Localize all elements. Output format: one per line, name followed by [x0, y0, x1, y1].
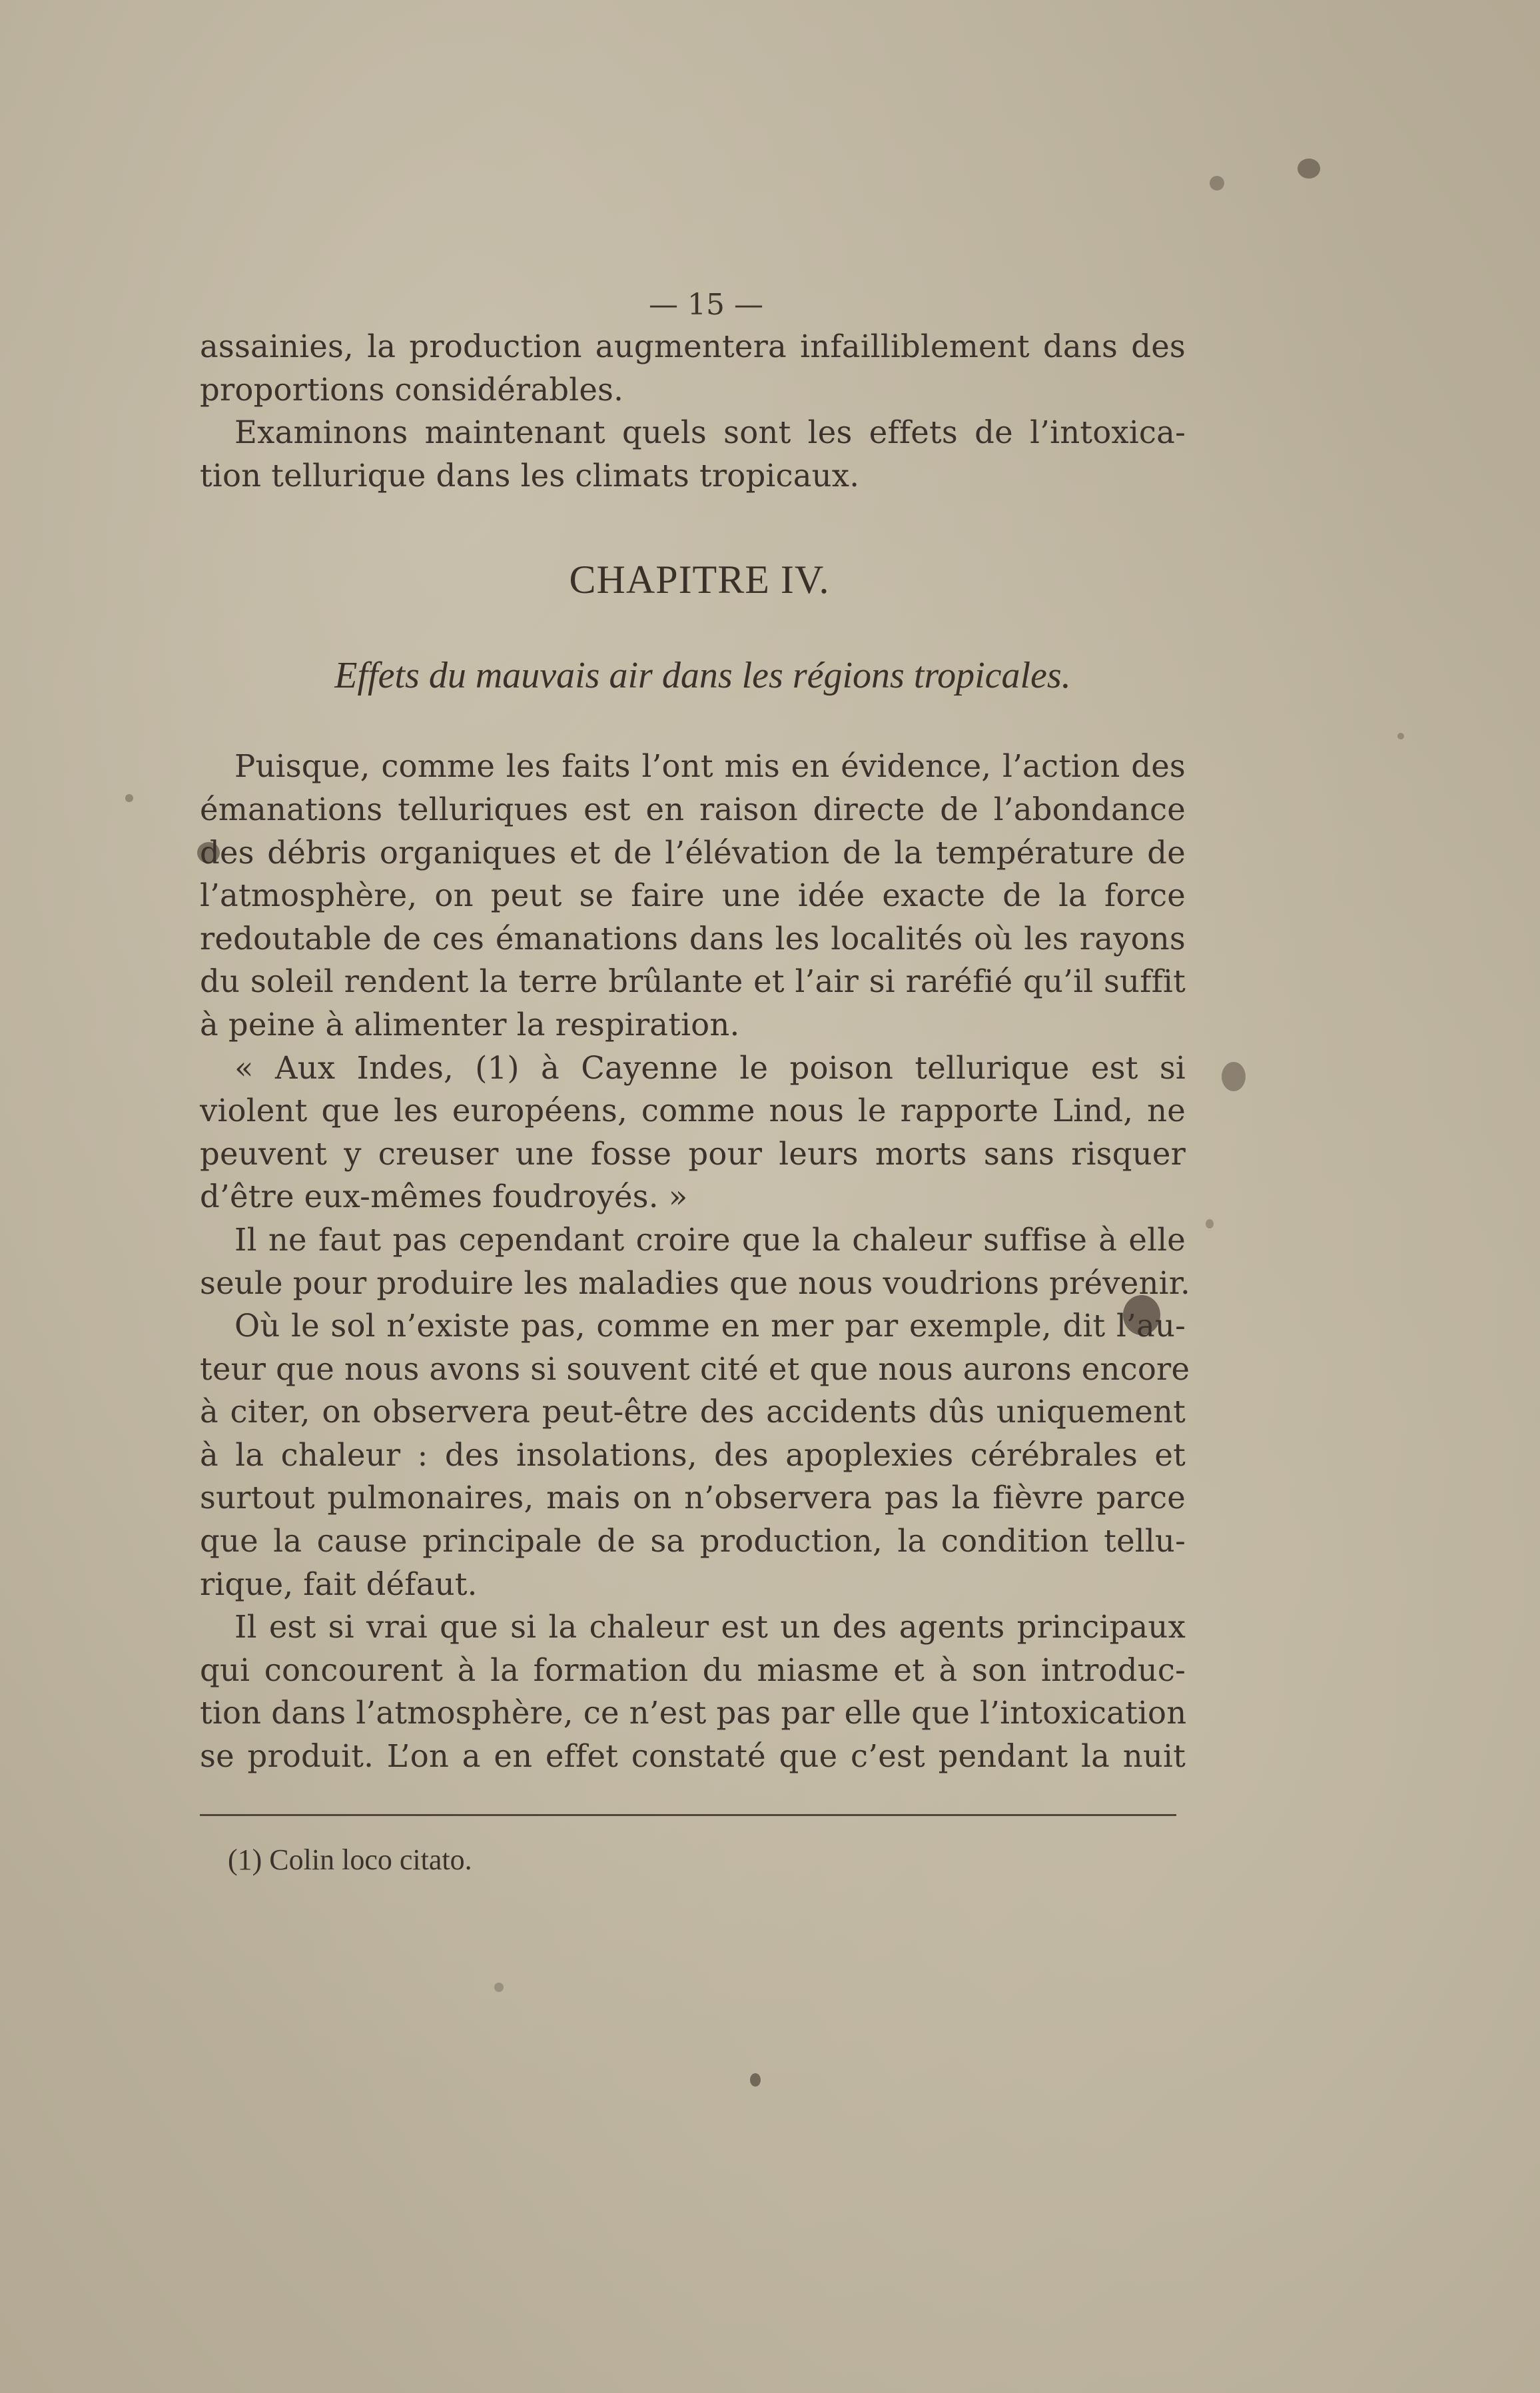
ink-stain	[494, 1983, 504, 1992]
text-line: Puisque, comme les faits l’ont mis en évidence, l’action des	[234, 748, 1186, 785]
text-line: tion dans l’atmosphère, ce n’est pas par elle que l’intoxication	[200, 1695, 1187, 1731]
chapter-title: CHAPITRE IV.	[569, 558, 830, 602]
text-line: rique, fait défaut.	[200, 1566, 478, 1602]
ink-stain	[1210, 176, 1224, 191]
text-line: d’être eux-mêmes foudroyés. »	[200, 1179, 688, 1215]
transition-paragraph	[200, 411, 1186, 497]
text-line: surtout pulmonaires, mais on n’observera pas la fièvre parce	[200, 1480, 1186, 1516]
text-line: teur que nous avons si souvent cité et que nous aurons encore	[200, 1350, 1190, 1387]
chapter-subtitle: Effets du mauvais air dans les régions tropicales.	[334, 655, 1071, 697]
text-line: assainies, la production augmentera infailliblement dans des	[200, 328, 1186, 364]
ink-stain	[1397, 733, 1404, 739]
paragraph-5	[200, 1606, 1186, 1777]
text-line: qui concourent à la formation du miasme et à son introduc-	[200, 1652, 1186, 1688]
text-line: émanations telluriques est en raison directe de l’abondance	[200, 791, 1186, 827]
text-line: proportions considérables.	[200, 371, 624, 408]
text-line: à citer, on observera peut-être des accidents dûs uniquement	[200, 1394, 1186, 1430]
opening-paragraph	[200, 325, 1186, 411]
text-line: à la chaleur : des insolations, des apoplexies cérébrales et	[200, 1436, 1186, 1473]
text-line: Il ne faut pas cependant croire que la chaleur suffise à elle	[234, 1221, 1186, 1258]
ink-stain	[750, 2073, 761, 2087]
ink-stain	[1206, 1219, 1214, 1228]
paragraph-2	[200, 1047, 1186, 1218]
text-line: l’atmosphère, on peut se faire une idée exacte de la force	[200, 877, 1186, 914]
text-line: des débris organiques et de l’élévation de la température de	[200, 834, 1186, 871]
paragraph-1	[200, 745, 1186, 1046]
text-line: Où le sol n’existe pas, comme en mer par exemple, dit l’au-	[234, 1308, 1186, 1344]
ink-stain	[1222, 1062, 1246, 1091]
page-number: — 15 —	[649, 288, 763, 322]
text-line: Il est si vrai que si la chaleur est un des agents principaux	[234, 1609, 1186, 1646]
text-line: violent que les européens, comme nous le rapporte Lind, ne	[200, 1093, 1186, 1129]
text-line: peuvent y creuser une fosse pour leurs morts sans risquer	[200, 1135, 1186, 1172]
text-line: du soleil rendent la terre brûlante et l’air si raréfié qu’il suffit	[200, 963, 1186, 1000]
text-block	[200, 285, 1191, 1880]
text-line: se produit. L’on a en effet constaté que c’est pendant la nuit	[200, 1738, 1186, 1775]
paragraph-3	[200, 1218, 1191, 1304]
ink-stain	[125, 794, 133, 802]
text-line: tion tellurique dans les climats tropicaux.	[200, 457, 860, 494]
text-line: à peine à alimenter la respiration.	[200, 1006, 740, 1043]
paragraph-4	[200, 1304, 1190, 1606]
text-line: Examinons maintenant quels sont les effets de l’intoxica-	[234, 414, 1186, 451]
text-line: redoutable de ces émanations dans les localités où les rayons	[200, 920, 1186, 957]
text-line: « Aux Indes, (1) à Cayenne le poison tellurique est si	[234, 1049, 1186, 1086]
ink-stain	[1298, 159, 1320, 179]
footnote: (1) Colin loco citato.	[228, 1843, 472, 1876]
footnote-divider	[200, 1814, 1176, 1816]
text-line: seule pour produire les maladies que nous voudrions prévenir.	[200, 1264, 1191, 1301]
text-line: que la cause principale de sa production, la condition tellu-	[200, 1523, 1186, 1560]
